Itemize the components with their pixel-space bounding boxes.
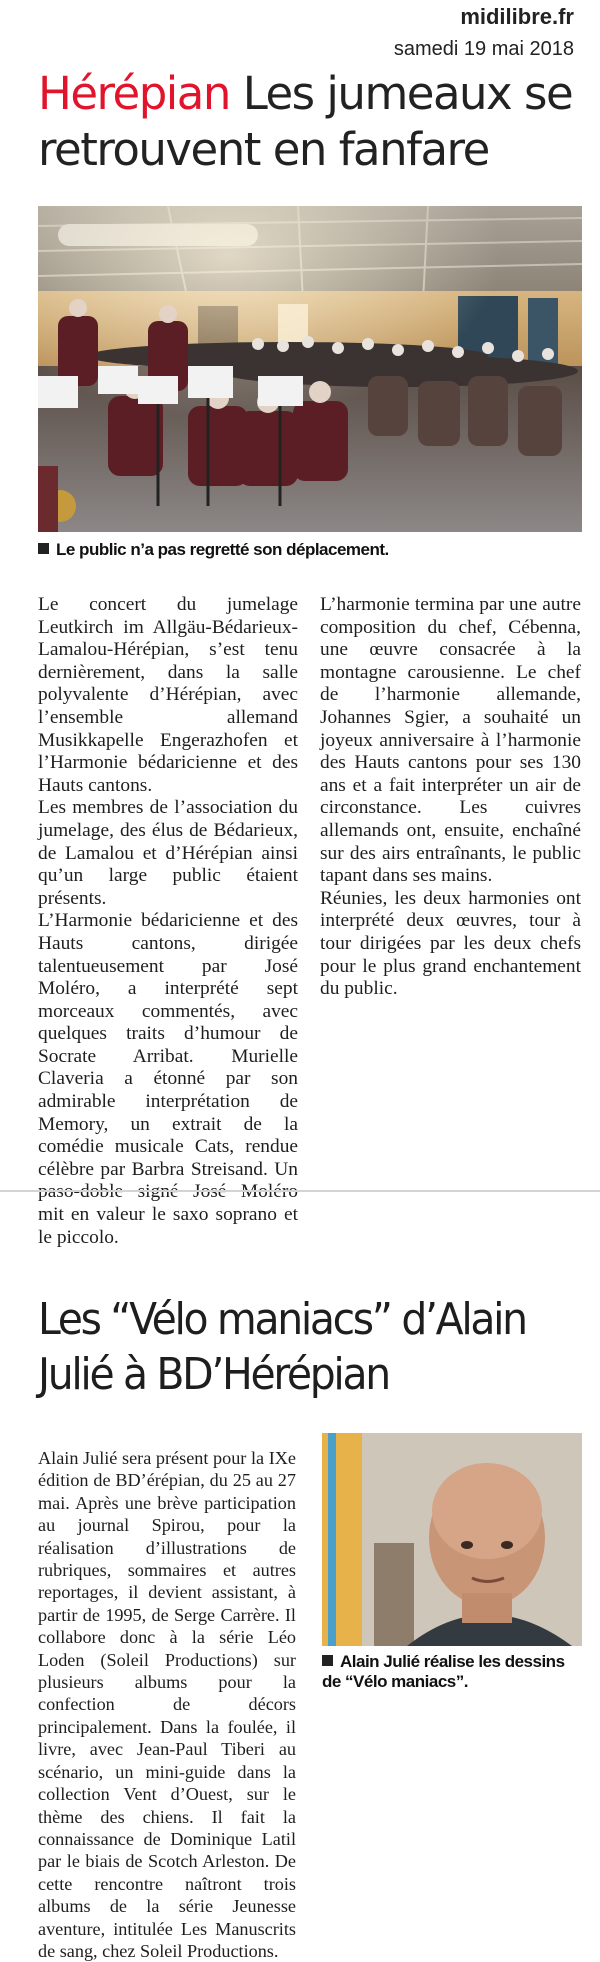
paragraph-conclusion: Réunies, les deux harmonies ont interprété deux œuvres, tour à tour dirigées par les deux chefs pour le plus grand enchantement du public. <box>320 887 581 1000</box>
headline-kicker: Hérépian <box>38 67 230 120</box>
caption-square-icon <box>38 543 49 554</box>
photo-caption-text: Le public n’a pas regretté son déplacement. <box>56 540 389 559</box>
portrait-illustration <box>322 1433 582 1646</box>
paragraph-composition: L’harmonie termina par une autre composition du chef, Cébenna, une œuvre consacrée à la montagne carousienne. Le chef de l’harmonie allemande, Johannes Sgier, a souhaité un joyeux anniversaire à l’harmonie des Hauts cantons pour ses 130 ans et a fait interpréter un air de circonstance. Les cuivres allemands ont, ensuite, enchaîné sur des airs entraînants, le public tapant dans ses mains. <box>320 594 581 887</box>
site-name[interactable]: midilibre.fr <box>460 4 574 29</box>
photo2-caption <box>322 1652 584 1692</box>
concert-hall-illustration <box>38 206 582 532</box>
paragraph-members: Les membres de l’association du jumelage, des élus de Bédarieux, de Lamalou et d’Hérépian ainsi qu’un large public étaient présents. <box>38 797 298 909</box>
alain-julie-photo <box>322 1433 582 1646</box>
article-column-right <box>320 594 581 1001</box>
paragraph-harmonie: L’Harmonie bédaricienne et des Hauts cantons, dirigée talentueusement par José Moléro, a interprété sept morceaux commentés, avec quelques traits d’humour de Socrate Arribat. Murielle Claveria a étonné par son admirable interprétation de Memory, un extrait de la comédie musicale Cats, rendue célèbre par Barbra Streisand. Un mit en valeur le saxo soprano et le piccolo. <box>38 910 298 1248</box>
caption2-square-icon <box>322 1655 333 1666</box>
paragraph-alain-julie: Alain Julié sera présent pour la IXe édition de BD’érépian, du 25 au 27 mai. Après une brève participation au journal Spirou, pour la réalisation d’illustrations de rubriques, sommaires et autres reportages, il devient assistant, à partir de 1995, de Serge Carrère. Il collabore donc à la série Léo Loden (Soleil Productions) sur plusieurs albums pour la confection de décors principalement. Dans la foulée, il livre, avec Jean-Paul Tiberi au scénario, un mini-guide dans la collection Vent d’Ouest, sur le thème des chiens. Il fait la connaissance de Dominique Latil par le biais de Scotch Arleston. De cette rencontre naîtront trois albums de la série Jeunesse aventure, intitulée Les Manuscrits de sang, chez Soleil Productions. <box>38 1448 296 1961</box>
article-headline <box>38 66 578 178</box>
photo-caption <box>38 540 389 560</box>
concert-photo <box>38 206 582 532</box>
paragraph-concert: Le concert du jumelage Leutkirch im Allgäu-Bédarieux-Lamalou-Hérépian, s’est tenu dernièrement, dans la salle polyvalente d’Hérépian, avec l’ensemble allemand Musikkapelle Engerazhofen et l’Harmonie bédaricienne et des Hauts cantons. <box>38 594 298 796</box>
headline-title: Les jumeaux se retrouvent en fanfare <box>38 67 573 176</box>
photo2-caption-text: Alain Julié réalise les dessins de “Vélo maniacs”. <box>322 1652 565 1691</box>
publication-date: samedi 19 mai 2018 <box>393 38 574 60</box>
article2-column-left <box>38 1447 296 1962</box>
article2-headline: Les “Vélo maniacs” d’Alain Julié à BD’Hérépian <box>38 1294 526 1400</box>
page-fold-line <box>0 1190 600 1192</box>
article-column-left <box>38 594 298 1249</box>
